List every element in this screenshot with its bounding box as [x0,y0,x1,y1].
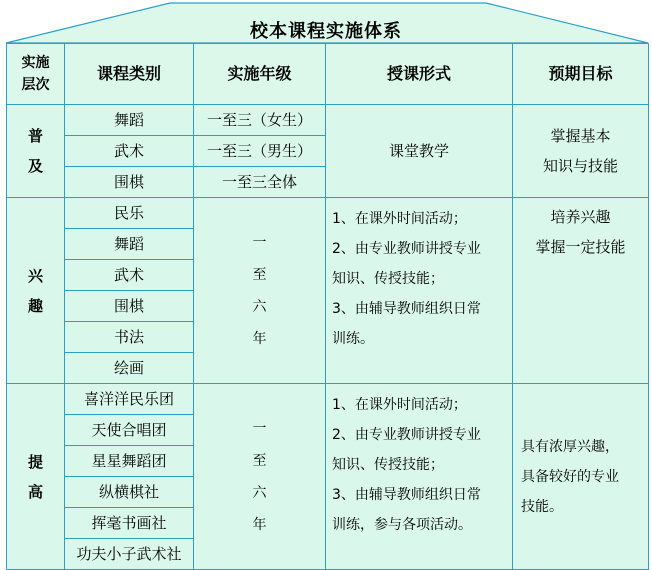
grade-xingqu [194,198,326,384]
level-xingqu [7,198,65,384]
table-row [7,105,649,136]
course-cell: 绘画 [65,353,194,384]
table-row [7,198,649,229]
form-line: 训练，参与各项活动。 [332,517,472,533]
form-line: 训练。 [332,331,374,347]
header-form: 授课形式 [326,44,513,105]
form-line: 1、在课外时间活动； [332,211,467,227]
form-line: 3、由辅导教师组织日常 [332,301,481,317]
course-cell: 纵横棋社 [65,477,194,508]
header-goal: 预期目标 [513,44,649,105]
form-puji: 课堂教学 [326,105,513,198]
level-char: 高 [27,482,43,501]
course-cell: 武术 [65,260,194,291]
course-cell: 舞蹈 [65,229,194,260]
header-level-text: 实施层次 [21,55,50,93]
curriculum-table [6,43,649,570]
goal-line: 技能。 [521,498,563,515]
level-char: 兴 [27,266,43,285]
goal-xingqu [513,198,649,384]
goal-tigao [513,384,649,570]
course-cell: 天使合唱团 [65,415,194,446]
grade-char: 一 [252,420,267,437]
grade-char: 至 [252,452,267,469]
grade-char: 一 [252,234,267,251]
form-line: 2、由专业教师讲授专业 [332,427,481,443]
course-cell: 功夫小子武术社 [65,539,194,570]
course-cell: 围棋 [65,291,194,322]
goal-line: 掌握基本 [550,127,611,145]
grade-char: 年 [252,330,267,347]
goal-puji [513,105,649,198]
level-tigao [7,384,65,570]
table-row [7,384,649,415]
goal-line: 知识与技能 [542,157,618,175]
form-line: 3、由辅导教师组织日常 [332,487,481,503]
course-cell: 喜洋洋民乐团 [65,384,194,415]
level-char: 趣 [27,296,43,315]
grade-char: 六 [252,484,267,501]
level-char: 提 [27,452,43,471]
grade-cell: 一至三（女生） [194,105,326,136]
course-cell: 挥毫书画社 [65,508,194,539]
course-cell: 民乐 [65,198,194,229]
course-cell: 舞蹈 [65,105,194,136]
course-cell: 围棋 [65,167,194,198]
goal-line: 具备较好的专业 [521,468,619,485]
form-line: 知识、传授技能； [332,271,444,287]
course-cell: 书法 [65,322,194,353]
goal-line: 培养兴趣 [550,208,611,226]
header-grade: 实施年级 [194,44,326,105]
grade-cell: 一至三全体 [194,167,326,198]
grade-char: 至 [252,266,267,283]
header-level [7,44,65,105]
form-line: 1、在课外时间活动； [332,397,467,413]
form-line: 知识、传授技能； [332,457,444,473]
form-tigao [326,384,513,570]
level-char: 及 [27,157,43,175]
goal-line: 具有浓厚兴趣， [521,438,619,455]
header-row [7,44,649,105]
form-line: 2、由专业教师讲授专业 [332,241,481,257]
course-cell: 武术 [65,136,194,167]
level-char: 普 [27,127,43,145]
grade-char: 年 [252,516,267,533]
level-puji [7,105,65,198]
grade-tigao [194,384,326,570]
form-xingqu [326,198,513,384]
grade-char: 六 [252,298,267,315]
header-category: 课程类别 [65,44,194,105]
page-title: 校本课程实施体系 [250,21,402,42]
goal-line: 掌握一定技能 [535,238,626,256]
grade-cell: 一至三（男生） [194,136,326,167]
course-cell: 星星舞蹈团 [65,446,194,477]
